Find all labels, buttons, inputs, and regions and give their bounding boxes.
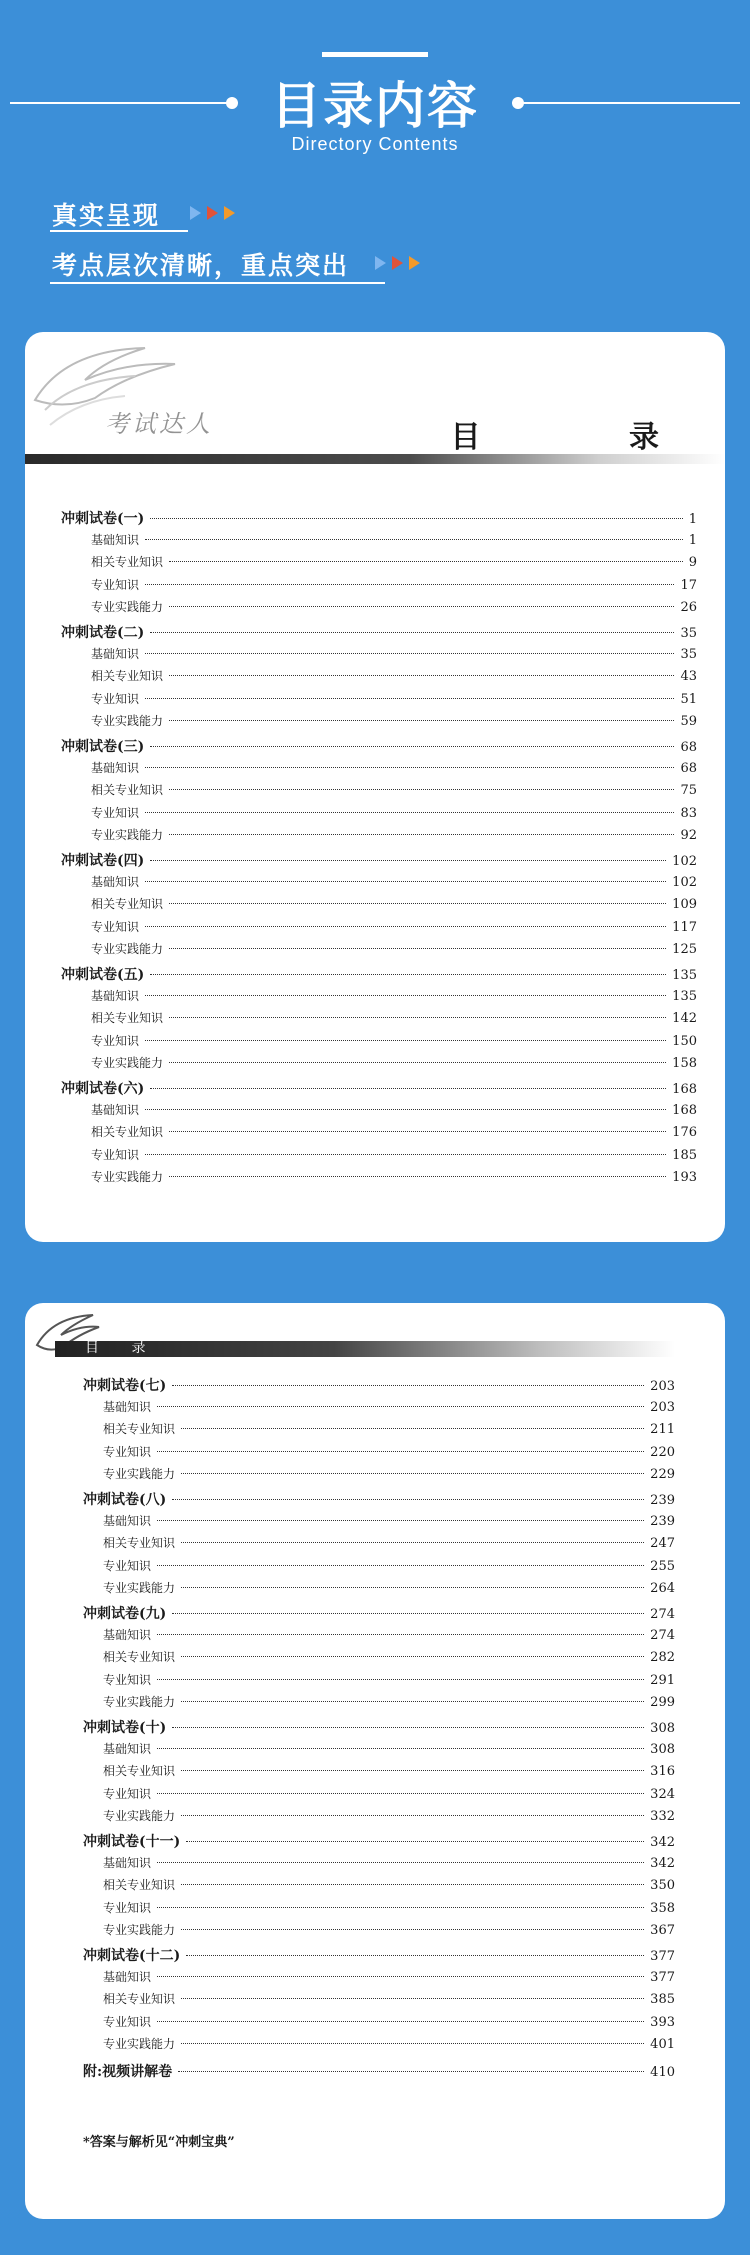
tag-arrows-2 — [375, 256, 420, 270]
toc-page-number: 239 — [650, 1513, 675, 1529]
toc-page-number: 410 — [650, 2065, 675, 2080]
dot-leader — [145, 539, 683, 540]
dot-leader — [145, 1109, 666, 1110]
toc-item-row — [103, 1807, 675, 1827]
toc-page-number: 102 — [672, 874, 697, 890]
toc-item-label: 专业实践能力 — [91, 828, 164, 843]
toc-page-number: 220 — [650, 1444, 675, 1460]
toc-item-row — [103, 2013, 675, 2033]
toc-page-number: 299 — [650, 1695, 675, 1711]
arrow-icon — [409, 256, 420, 270]
toc-item-row — [103, 1876, 675, 1896]
toc-page-number: 125 — [672, 942, 697, 958]
toc-item-row — [103, 1534, 675, 1554]
toc-section-row — [61, 736, 697, 756]
dot-leader — [169, 1176, 666, 1177]
dot-leader — [150, 860, 666, 861]
toc-item-row — [91, 1054, 697, 1074]
dot-leader — [145, 1154, 666, 1155]
dot-leader — [150, 974, 666, 975]
dot-leader — [181, 1770, 644, 1771]
arrow-icon — [392, 256, 403, 270]
toc-item-row — [91, 987, 697, 1007]
dot-leader — [150, 746, 674, 747]
toc-item-label: 专业知识 — [103, 2014, 152, 2029]
toc-section-row — [83, 1717, 675, 1737]
toc-section-row — [61, 964, 697, 984]
dot-leader — [157, 2021, 644, 2022]
toc-page-number: 9 — [688, 555, 697, 571]
toc-section-title: 冲刺试卷(五) — [61, 967, 145, 983]
toc-item-label: 专业实践能力 — [103, 1467, 176, 1482]
toc-item-row — [91, 690, 697, 710]
tag-realistic: 真实呈现 — [52, 201, 161, 230]
toc-page-number: 135 — [672, 988, 697, 1004]
toc-heading: 目 录 — [85, 1340, 160, 1356]
arrow-icon — [207, 206, 218, 220]
toc-item-row — [103, 1671, 675, 1691]
dot-leader — [145, 881, 666, 882]
toc-page-number: 342 — [650, 1835, 675, 1850]
toc-item-label: 基础知识 — [103, 1627, 152, 1642]
toc-banner — [25, 1303, 725, 1363]
toc-item-label: 专业实践能力 — [91, 600, 164, 615]
dot-leader — [157, 1862, 644, 1863]
toc-page-number: 350 — [650, 1878, 675, 1894]
toc-page-number: 342 — [650, 1855, 675, 1871]
toc-item-row — [91, 712, 697, 732]
dot-leader — [150, 632, 674, 633]
toc-page-2 — [25, 1303, 725, 2219]
dot-leader — [145, 767, 674, 768]
dot-leader — [169, 675, 674, 676]
toc-item-label: 相关专业知识 — [91, 669, 164, 684]
toc-item-row — [103, 1465, 675, 1485]
toc-section-title: 冲刺试卷(九) — [83, 1606, 167, 1622]
toc-item-row — [91, 826, 697, 846]
toc-section-row — [83, 1489, 675, 1509]
toc-page-number: 68 — [680, 740, 697, 755]
toc-page-number: 239 — [650, 1493, 675, 1508]
toc-item-label: 专业实践能力 — [91, 1170, 164, 1185]
dot-leader — [181, 1929, 644, 1930]
toc-section-title: 冲刺试卷(三) — [61, 739, 145, 755]
toc-item-row — [103, 1443, 675, 1463]
toc-section-row — [61, 850, 697, 870]
toc-item-label: 专业知识 — [91, 577, 140, 592]
toc-item-label: 基础知识 — [91, 988, 140, 1003]
toc-item-label: 专业知识 — [103, 1672, 152, 1687]
toc-item-row — [103, 1968, 675, 1988]
dot-leader — [169, 561, 683, 562]
toc-section-row — [83, 2061, 675, 2081]
tag-arrows-1 — [190, 206, 235, 220]
toc-item-row — [103, 1899, 675, 1919]
toc-item-label: 相关专业知识 — [91, 555, 164, 570]
toc-banner — [25, 332, 725, 482]
toc-section-title: 冲刺试卷(二) — [61, 625, 145, 641]
toc-item-row — [91, 781, 697, 801]
toc-item-label: 相关专业知识 — [91, 1011, 164, 1026]
dot-leader — [157, 1793, 644, 1794]
toc-page-number: 75 — [680, 783, 697, 799]
toc-item-label: 专业实践能力 — [91, 714, 164, 729]
dot-leader — [157, 1406, 644, 1407]
dot-leader — [150, 518, 682, 519]
dot-leader — [157, 1679, 644, 1680]
toc-page-number: 51 — [680, 691, 697, 707]
toc-item-label: 专业实践能力 — [103, 1923, 176, 1938]
dot-leader — [169, 720, 674, 721]
dot-leader — [169, 903, 666, 904]
toc-page-number: 168 — [672, 1082, 697, 1097]
toc-item-label: 专业知识 — [91, 1147, 140, 1162]
dot-leader — [145, 926, 666, 927]
toc-item-label: 专业知识 — [91, 1033, 140, 1048]
dot-leader — [145, 1040, 666, 1041]
dot-leader — [169, 789, 674, 790]
toc-item-row — [91, 531, 697, 551]
toc-section-title: 冲刺试卷(八) — [83, 1492, 167, 1508]
dot-leader — [145, 812, 674, 813]
toc-item-row — [103, 2035, 675, 2055]
dot-leader — [145, 584, 674, 585]
toc-page-number: 358 — [650, 1900, 675, 1916]
toc-item-label: 相关专业知识 — [103, 1878, 176, 1893]
toc-item-row — [91, 918, 697, 938]
dot-leader — [145, 698, 674, 699]
dot-leader — [157, 1907, 644, 1908]
toc-page-number: 229 — [650, 1467, 675, 1483]
toc-page-number: 43 — [680, 669, 697, 685]
toc-page-number: 324 — [650, 1786, 675, 1802]
toc-item-row — [91, 1123, 697, 1143]
dot-leader — [181, 1542, 644, 1543]
toc-page-number: 308 — [650, 1721, 675, 1736]
toc-item-label: 专业知识 — [91, 805, 140, 820]
toc-page-number: 203 — [650, 1399, 675, 1415]
toc-page-number: 185 — [672, 1147, 697, 1163]
dot-leader — [157, 1451, 644, 1452]
dot-leader — [169, 1062, 666, 1063]
toc-item-row — [91, 873, 697, 893]
toc-page-number: 282 — [650, 1650, 675, 1666]
dot-leader — [181, 1998, 644, 1999]
toc-page-number: 109 — [672, 897, 697, 913]
toc-page-number: 35 — [680, 626, 697, 641]
toc-page-number: 35 — [680, 646, 697, 662]
dot-leader — [181, 1428, 644, 1429]
dot-leader — [181, 2043, 644, 2044]
dot-leader — [169, 948, 666, 949]
toc-item-label: 基础知识 — [91, 532, 140, 547]
toc-item-row — [91, 576, 697, 596]
toc-item-row — [103, 1557, 675, 1577]
dot-leader — [169, 1131, 666, 1132]
toc-section-row — [61, 1078, 697, 1098]
dot-leader — [178, 2071, 644, 2072]
toc-page-number: 377 — [650, 1949, 675, 1964]
toc-page-number: 1 — [688, 532, 697, 548]
tag-underline-1 — [50, 230, 188, 232]
tag-underline-2 — [50, 282, 385, 284]
toc-page-number: 59 — [680, 714, 697, 730]
dot-leader — [145, 653, 674, 654]
dot-leader — [181, 1815, 644, 1816]
toc-item-label: 基础知识 — [91, 1102, 140, 1117]
toc-item-row — [103, 1785, 675, 1805]
toc-page-number: 176 — [672, 1125, 697, 1141]
toc-page-number: 68 — [680, 760, 697, 776]
toc-item-row — [91, 645, 697, 665]
toc-page-number: 401 — [650, 2037, 675, 2053]
toc-item-label: 专业实践能力 — [91, 1056, 164, 1071]
toc-item-label: 专业知识 — [103, 1786, 152, 1801]
dot-leader — [186, 1955, 644, 1956]
toc-item-row — [103, 1512, 675, 1532]
toc-item-row — [103, 1626, 675, 1646]
toc-item-label: 相关专业知识 — [103, 1536, 176, 1551]
toc-page-number: 332 — [650, 1809, 675, 1825]
toc-item-row — [103, 1990, 675, 2010]
toc-section-row — [83, 1945, 675, 1965]
arrow-icon — [224, 206, 235, 220]
toc-item-label: 专业知识 — [91, 691, 140, 706]
toc-section-row — [61, 622, 697, 642]
toc-item-label: 专业知识 — [91, 919, 140, 934]
arrow-icon — [190, 206, 201, 220]
header — [0, 0, 750, 330]
toc-item-label: 专业实践能力 — [103, 1809, 176, 1824]
toc-page-number: 316 — [650, 1764, 675, 1780]
toc-item-label: 专业实践能力 — [103, 1695, 176, 1710]
toc-page-number: 135 — [672, 968, 697, 983]
page-title: 目录内容 — [271, 77, 479, 135]
toc-item-row — [103, 1648, 675, 1668]
toc-page-number: 102 — [672, 854, 697, 869]
toc-item-row — [91, 940, 697, 960]
toc-page-number: 308 — [650, 1741, 675, 1757]
dot-leader — [181, 1473, 644, 1474]
toc-item-label: 专业实践能力 — [91, 942, 164, 957]
toc-item-label: 基础知识 — [103, 1969, 152, 1984]
toc-page-number: 193 — [672, 1170, 697, 1186]
brand-watermark: 考试达人 — [105, 410, 213, 438]
arrow-icon — [375, 256, 386, 270]
dot-leader — [145, 995, 666, 996]
toc-page-number: 255 — [650, 1558, 675, 1574]
toc-item-label: 相关专业知识 — [91, 897, 164, 912]
dot-leader — [157, 1976, 644, 1977]
toc-page-number: 17 — [680, 577, 697, 593]
toc-item-row — [91, 1168, 697, 1188]
toc-section-row — [61, 508, 697, 528]
toc-section-title: 冲刺试卷(四) — [61, 853, 145, 869]
dot-leader — [172, 1499, 644, 1500]
toc-page-number: 385 — [650, 1992, 675, 2008]
toc-item-row — [103, 1921, 675, 1941]
toc-page-number: 168 — [672, 1102, 697, 1118]
dot-leader — [181, 1587, 644, 1588]
toc-page-number: 117 — [672, 919, 697, 935]
title-top-bar — [322, 52, 428, 57]
toc-item-row — [91, 1032, 697, 1052]
toc-item-row — [103, 1740, 675, 1760]
dot-leader — [169, 834, 674, 835]
toc-page-number: 264 — [650, 1581, 675, 1597]
dot-leader — [169, 606, 674, 607]
toc-page-number: 247 — [650, 1536, 675, 1552]
toc-page-number: 367 — [650, 1923, 675, 1939]
tag-key-points: 考点层次清晰，重点突出 — [52, 251, 350, 280]
toc-item-label: 专业知识 — [103, 1900, 152, 1915]
toc-item-label: 相关专业知识 — [103, 1650, 176, 1665]
toc-page-number: 1 — [688, 512, 697, 527]
toc-item-row — [91, 598, 697, 618]
toc-item-row — [103, 1693, 675, 1713]
toc-section-title: 冲刺试卷(六) — [61, 1081, 145, 1097]
toc-section-row — [83, 1375, 675, 1395]
toc-page-number: 158 — [672, 1056, 697, 1072]
toc-item-label: 基础知识 — [91, 646, 140, 661]
toc-page-number: 92 — [680, 828, 697, 844]
dot-leader — [157, 1634, 644, 1635]
toc-page-number: 291 — [650, 1672, 675, 1688]
toc-section-title: 冲刺试卷(十) — [83, 1720, 167, 1736]
toc-item-label: 专业实践能力 — [103, 2037, 176, 2052]
toc-item-label: 专业知识 — [103, 1558, 152, 1573]
toc-item-label: 相关专业知识 — [91, 1125, 164, 1140]
toc-item-label: 基础知识 — [91, 760, 140, 775]
toc-page-number: 83 — [680, 805, 697, 821]
dot-leader — [172, 1727, 644, 1728]
toc-item-row — [91, 1009, 697, 1029]
toc-item-row — [103, 1762, 675, 1782]
dot-leader — [181, 1884, 644, 1885]
dot-leader — [172, 1385, 644, 1386]
toc-section-row — [83, 1603, 675, 1623]
toc-section-title: 冲刺试卷(七) — [83, 1378, 167, 1394]
toc-item-label: 相关专业知识 — [103, 1992, 176, 2007]
dot-leader — [186, 1841, 644, 1842]
toc-section-title: 冲刺试卷(十一) — [83, 1834, 181, 1850]
toc-item-label: 相关专业知识 — [103, 1422, 176, 1437]
toc-item-label: 基础知识 — [103, 1399, 152, 1414]
footnote: *答案与解析见“冲刺宝典” — [83, 2135, 235, 2150]
toc-section-row — [83, 1831, 675, 1851]
toc-item-label: 专业知识 — [103, 1444, 152, 1459]
toc-item-row — [103, 1579, 675, 1599]
toc-item-label: 专业实践能力 — [103, 1581, 176, 1596]
toc-item-row — [91, 759, 697, 779]
toc-item-row — [91, 1146, 697, 1166]
dot-leader — [172, 1613, 644, 1614]
toc-heading: 目 录 — [450, 420, 703, 455]
toc-section-title: 冲刺试卷(一) — [61, 511, 145, 527]
toc-page-number: 377 — [650, 1969, 675, 1985]
toc-page-number: 393 — [650, 2014, 675, 2030]
dot-leader — [157, 1565, 644, 1566]
toc-item-label: 相关专业知识 — [91, 783, 164, 798]
toc-item-row — [103, 1854, 675, 1874]
dot-leader — [169, 1017, 666, 1018]
toc-item-row — [91, 895, 697, 915]
dot-leader — [150, 1088, 666, 1089]
dot-leader — [157, 1520, 644, 1521]
dot-leader — [181, 1656, 644, 1657]
toc-page-number: 26 — [680, 600, 697, 616]
toc-section-title: 附:视频讲解卷 — [83, 2064, 173, 2080]
toc-page-number: 150 — [672, 1033, 697, 1049]
toc-item-row — [103, 1398, 675, 1418]
toc-item-label: 基础知识 — [103, 1741, 152, 1756]
toc-page-number: 274 — [650, 1627, 675, 1643]
toc-page-number: 274 — [650, 1607, 675, 1622]
toc-item-row — [91, 804, 697, 824]
toc-page-number: 142 — [672, 1011, 697, 1027]
toc-page-number: 211 — [650, 1422, 675, 1438]
dot-leader — [157, 1748, 644, 1749]
toc-item-label: 相关专业知识 — [103, 1764, 176, 1779]
toc-page-1 — [25, 332, 725, 1242]
toc-item-row — [103, 1420, 675, 1440]
toc-item-row — [91, 1101, 697, 1121]
dot-leader — [181, 1701, 644, 1702]
toc-item-label: 基础知识 — [103, 1513, 152, 1528]
toc-item-row — [91, 553, 697, 573]
toc-item-label: 基础知识 — [91, 874, 140, 889]
page-subtitle: Directory Contents — [291, 134, 459, 154]
toc-item-label: 基础知识 — [103, 1855, 152, 1870]
toc-section-title: 冲刺试卷(十二) — [83, 1948, 181, 1964]
toc-item-row — [91, 667, 697, 687]
toc-page-number: 203 — [650, 1379, 675, 1394]
